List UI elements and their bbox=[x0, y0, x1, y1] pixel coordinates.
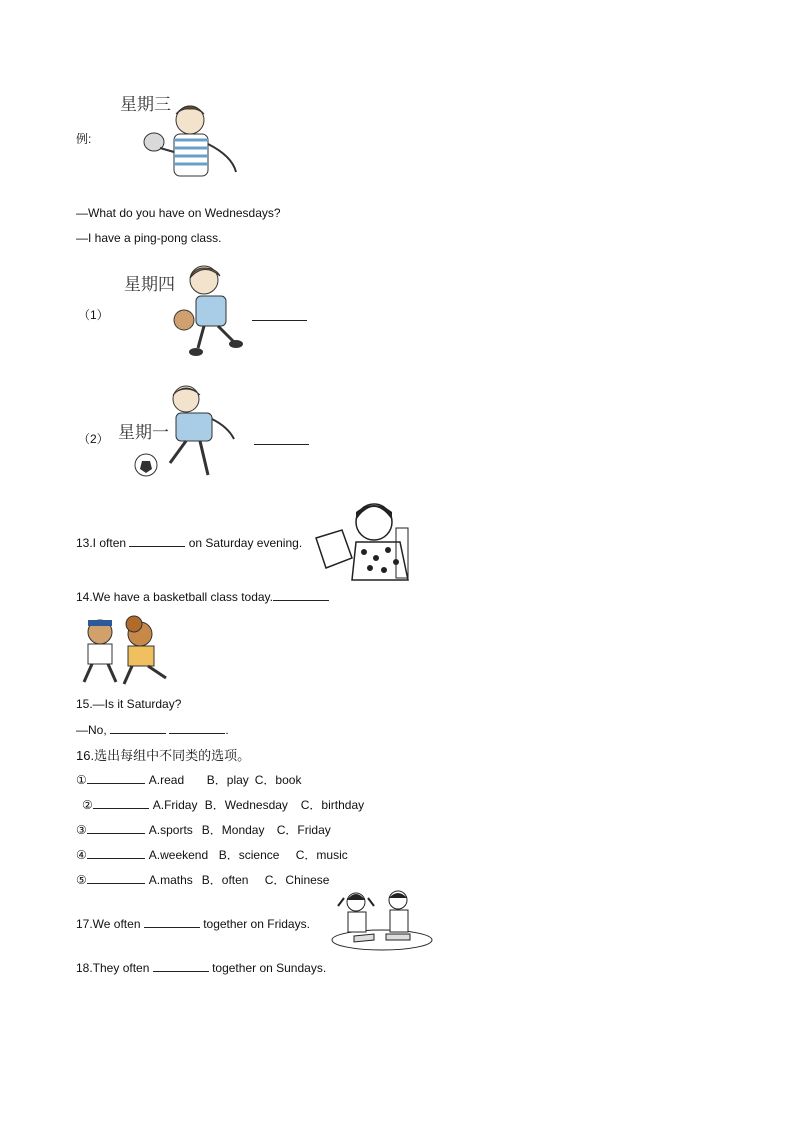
q16-row-5 bbox=[76, 871, 329, 888]
q16-row-5-option-a: A.maths bbox=[148, 873, 193, 887]
q16-row-5-option-c: C．Chinese bbox=[264, 873, 330, 887]
q16-row-4-blank[interactable] bbox=[87, 846, 145, 859]
q14-text: 14.We have a basketball class today. bbox=[76, 590, 274, 604]
q16-row-1 bbox=[76, 771, 301, 788]
q16-row-4-option-a: A.weekend bbox=[148, 848, 209, 862]
q15-answer-prefix: —No, bbox=[76, 723, 107, 737]
item2-answer-blank[interactable] bbox=[254, 432, 309, 445]
example-answer: —I have a ping-pong class. bbox=[76, 231, 222, 245]
q18-sentence bbox=[76, 959, 326, 975]
q16-row-3-option-a: A.sports bbox=[148, 823, 193, 837]
q13-sentence bbox=[76, 534, 302, 550]
q16-row-1-blank[interactable] bbox=[87, 771, 145, 784]
q16-row-4-option-b: B．science bbox=[218, 848, 280, 862]
q18-prefix: 18.They often bbox=[76, 961, 150, 975]
item2-number: （2） bbox=[78, 432, 109, 446]
q16-row-4-option-c: C．music bbox=[295, 848, 348, 862]
q18-answer-blank[interactable] bbox=[153, 959, 209, 972]
q17-answer-blank[interactable] bbox=[144, 915, 200, 928]
q14-answer-blank[interactable] bbox=[273, 588, 329, 601]
q17-prefix: 17.We often bbox=[76, 917, 141, 931]
q16-title: 16.选出每组中不同类的选项。 bbox=[76, 748, 251, 763]
girl-reading-illustration bbox=[312, 498, 412, 582]
q16-row-2 bbox=[82, 796, 364, 813]
q17-suffix: together on Fridays. bbox=[203, 917, 310, 931]
q16-row-1-option-c: C．book bbox=[254, 773, 302, 787]
q15-question: 15.—Is it Saturday? bbox=[76, 697, 182, 711]
example-label: 例: bbox=[76, 132, 92, 146]
q15-answer-suffix: . bbox=[225, 723, 229, 737]
q16-row-2-option-a: A.Friday bbox=[152, 798, 198, 812]
q16-row-5-number: ⑤ bbox=[76, 873, 87, 887]
q16-row-5-blank[interactable] bbox=[87, 871, 145, 884]
kids-reading-together-illustration bbox=[330, 888, 434, 954]
q17-sentence bbox=[76, 915, 310, 931]
q16-row-1-option-b: B．play bbox=[206, 773, 249, 787]
q13-answer-blank[interactable] bbox=[129, 534, 185, 547]
q16-row-5-option-b: B．often bbox=[201, 873, 249, 887]
q16-row-3-option-c: C．Friday bbox=[276, 823, 331, 837]
q16-row-4-number: ④ bbox=[76, 848, 87, 862]
q16-row-3-blank[interactable] bbox=[87, 821, 145, 834]
item2-day: 星期一 bbox=[118, 423, 169, 443]
item1-number: （1） bbox=[78, 308, 109, 322]
example-day: 星期三 bbox=[120, 95, 171, 115]
q16-row-3-option-b: B．Monday bbox=[201, 823, 265, 837]
q18-suffix: together on Sundays. bbox=[212, 961, 327, 975]
q16-row-3 bbox=[76, 821, 331, 838]
q15-answer bbox=[76, 721, 229, 737]
q16-row-2-blank[interactable] bbox=[93, 796, 149, 809]
item1-answer-blank[interactable] bbox=[252, 308, 307, 321]
two-boys-basketball-illustration bbox=[76, 612, 172, 686]
boy-ping-pong-illustration bbox=[140, 100, 245, 190]
q14-sentence bbox=[76, 588, 329, 604]
q15-blank-1[interactable] bbox=[110, 721, 166, 734]
example-question: —What do you have on Wednesdays? bbox=[76, 206, 281, 220]
q16-row-2-option-b: B．Wednesday bbox=[204, 798, 288, 812]
q13-prefix: 13.I often bbox=[76, 536, 127, 550]
q16-row-1-option-a: A.read bbox=[148, 773, 185, 787]
q13-suffix: on Saturday evening. bbox=[188, 536, 303, 550]
q15-blank-2[interactable] bbox=[169, 721, 225, 734]
q16-row-2-option-c: C．birthday bbox=[300, 798, 365, 812]
girl-basketball-illustration bbox=[170, 262, 250, 360]
q16-row-3-number: ③ bbox=[76, 823, 87, 837]
item1-day: 星期四 bbox=[124, 275, 175, 295]
q16-row-2-number: ② bbox=[82, 798, 93, 812]
q16-row-1-number: ① bbox=[76, 773, 87, 787]
q16-row-4 bbox=[76, 846, 348, 863]
